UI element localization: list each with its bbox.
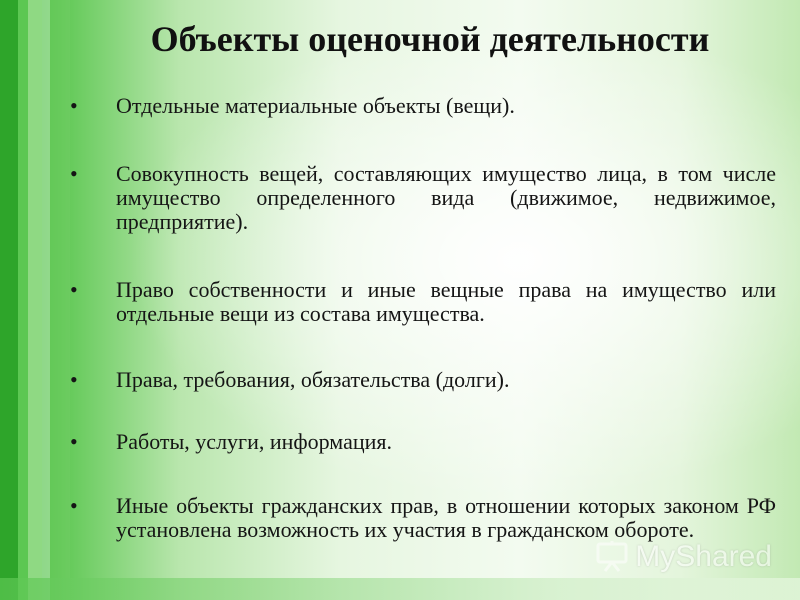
bullet-text: Право собственности и иные вещные права на имущество или отдельные вещи из состава имущества.: [116, 277, 776, 326]
bullet-dot: •: [70, 93, 78, 118]
bullet-text: Совокупность вещей, составляющих имущество лица, в том числе имущество определенного вида (движимое, недвижимое, предприятие).: [116, 161, 776, 234]
bullet-text: Права, требования, обязательства (долги).: [116, 367, 510, 392]
bullet-item: [70, 162, 776, 234]
left-stripe-highlight: [42, 0, 50, 600]
bullet-item: [70, 430, 776, 454]
bullet-text: Работы, услуги, информация.: [116, 429, 393, 454]
left-stripe-dark: [0, 0, 18, 600]
left-stripe-fade: [50, 0, 70, 600]
bullet-item: [70, 278, 776, 326]
bullet-item: [70, 494, 776, 542]
bullet-text: Иные объекты гражданских прав, в отношении которых законом РФ установлена возможность их участия в гражданском обороте.: [116, 493, 776, 542]
presentation-board-icon: [595, 540, 629, 574]
bullet-dot: •: [70, 429, 78, 454]
slide-title: Объекты оценочной деятельности: [150, 19, 710, 59]
watermark-text: MyShared: [635, 540, 772, 573]
bullet-dot: •: [70, 493, 78, 518]
bullet-text: Отдельные материальные объекты (вещи).: [116, 93, 515, 118]
bullet-dot: •: [70, 161, 78, 186]
left-stripe-light: [28, 0, 42, 600]
bullet-dot: •: [70, 277, 78, 302]
bottom-band: [0, 578, 800, 600]
watermark: [595, 540, 772, 574]
bullet-item: [70, 368, 776, 392]
bullet-item: [70, 94, 776, 118]
left-stripe-mid: [18, 0, 28, 600]
bullet-dot: •: [70, 367, 78, 392]
